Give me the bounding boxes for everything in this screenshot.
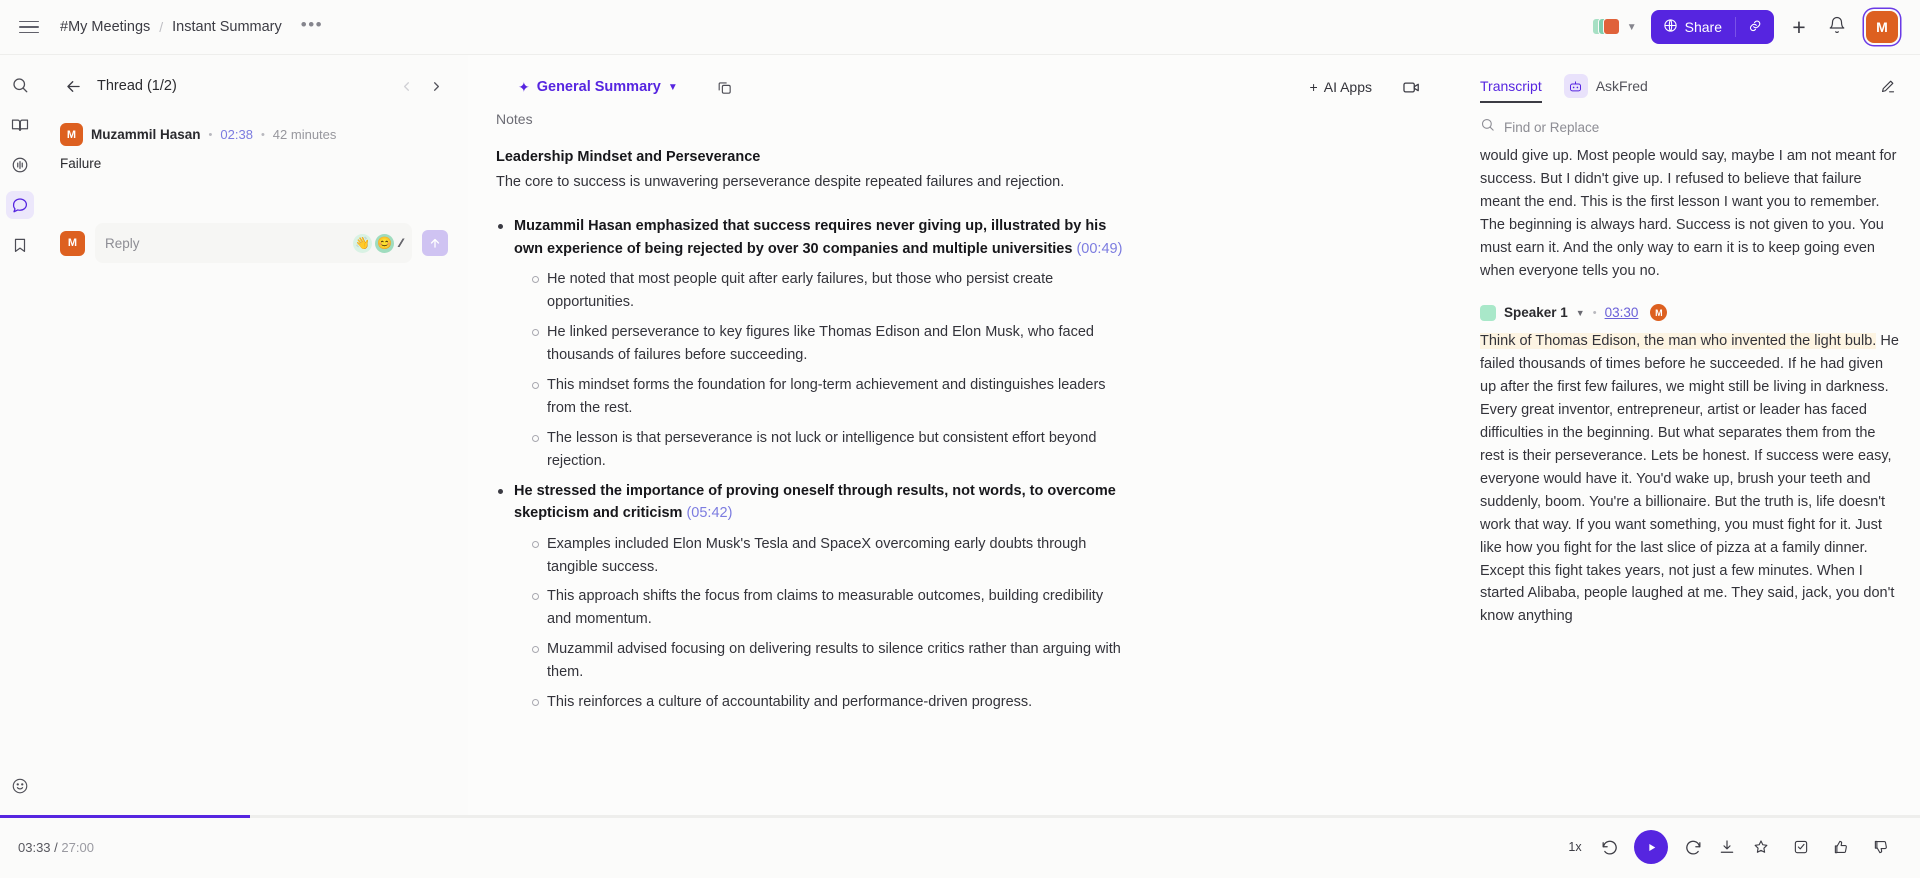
sub-bullet-text: This reinforces a culture of accountability and performance-driven progress.	[547, 694, 1033, 711]
sub-bullet-list	[530, 533, 1424, 714]
book-icon[interactable]	[6, 111, 34, 139]
download-icon[interactable]	[1710, 830, 1744, 864]
globe-icon	[1663, 18, 1678, 36]
player-actions	[1744, 830, 1898, 864]
chevron-down-icon: ▼	[1626, 21, 1637, 33]
list-item	[530, 374, 1424, 420]
emoji-wave-icon[interactable]: 👋	[353, 234, 372, 253]
list-item	[530, 533, 1424, 579]
list-item	[530, 321, 1424, 367]
avatar: M	[60, 123, 83, 146]
user-avatar[interactable]: M	[1866, 11, 1898, 43]
tab-askfred-label: AskFred	[1595, 78, 1648, 94]
sub-bullet-text: Muzammil advised focusing on delivering results to silence critics rather than arguing with them.	[547, 641, 1121, 681]
forward-icon[interactable]	[1676, 830, 1710, 864]
thread-title: Thread (1/2)	[97, 78, 177, 94]
tab-transcript[interactable]	[1480, 63, 1542, 109]
resize-handle-icon[interactable]: ⁄⁄	[399, 236, 402, 250]
thread-header	[60, 63, 448, 109]
transcript-tabs	[1480, 63, 1920, 109]
sub-bullet-text: He noted that most people quit after early failures, but those who persist create opportunities.	[547, 271, 1054, 311]
list-item	[530, 427, 1424, 473]
player-time	[18, 840, 94, 855]
copy-link-button[interactable]	[1736, 10, 1774, 44]
emoji-icon[interactable]	[6, 772, 34, 800]
sub-bullet-text: Examples included Elon Musk's Tesla and SpaceX overcoming early doubts through tangible success.	[547, 535, 1087, 575]
bullet-text	[514, 480, 1124, 525]
participants-avatars[interactable]	[1592, 16, 1637, 38]
link-icon	[1747, 18, 1763, 37]
thread-message	[60, 123, 448, 171]
share-button-main[interactable]	[1651, 10, 1735, 44]
notifications-button[interactable]	[1820, 10, 1854, 44]
transcript-content	[1480, 145, 1920, 816]
time-separator: /	[54, 839, 58, 855]
bullet-timestamp[interactable]: (05:42)	[686, 505, 733, 522]
breadcrumb-page[interactable]: Instant Summary	[172, 19, 282, 35]
share-button[interactable]	[1651, 10, 1774, 44]
task-icon[interactable]	[1784, 830, 1818, 864]
progress-track[interactable]	[0, 815, 1920, 818]
more-options-button[interactable]: •••	[300, 15, 324, 34]
comment-icon[interactable]	[6, 191, 34, 219]
emoji-smile-icon[interactable]: 😊	[375, 234, 394, 253]
message-author: Muzammil Hasan	[91, 127, 201, 142]
avatar-stack	[1592, 16, 1620, 38]
play-icon[interactable]	[1634, 830, 1668, 864]
bullet-main-text: Muzammil Hasan emphasized that success requires never giving up, illustrated by his own experience of being rejected by over 30 companies and multiple universities	[514, 218, 1107, 257]
sub-bullet-text: This mindset forms the foundation for long-term achievement and distinguishes leaders from the rest.	[547, 377, 1106, 416]
audio-waveform-icon[interactable]	[6, 151, 34, 179]
message-timestamp[interactable]: 02:38	[220, 127, 253, 142]
video-camera-icon[interactable]	[1398, 74, 1424, 100]
top-bar	[0, 0, 1920, 55]
message-header	[60, 123, 448, 146]
search-icon	[1480, 117, 1495, 137]
ai-apps-button[interactable]	[1310, 79, 1372, 95]
playback-speed-button[interactable]: 1x	[1568, 840, 1582, 854]
highlighted-text: Think of Thomas Edison, the man who invented the light bulb.	[1480, 333, 1877, 350]
segment-rest-text: He failed thousands of times before he succeeded. If he had given up after the first few failures, we might still be living in darkness. Every great inventor, entrepreneur, artist or leader has faced difficulties in the beginning. But what separates them from the rest is their perseverance. Lets be honest. If success were easy, everyone would have it. You'd wake up, brush your teeth and suddenly, boom. You're a billionaire. But the truth is, life doesn't work that way. If you want something, you must fight for it. Just like how you fight for the last slice of pizza at a family dinner. Except this fight takes years, not just a few minutes. When I started Alibaba, people laughed at me. They said, jack, you don't know anything	[1480, 333, 1899, 625]
reply-input[interactable]	[95, 223, 412, 263]
separator-dot: •	[260, 128, 265, 141]
left-rail	[0, 55, 40, 816]
main-body	[0, 55, 1920, 816]
bell-icon	[1828, 16, 1846, 39]
summary-mode-dropdown[interactable]	[518, 79, 678, 96]
list-item	[530, 691, 1424, 714]
emoji-shortcuts	[353, 234, 394, 253]
share-label: Share	[1684, 19, 1722, 35]
avatar: M	[1650, 304, 1667, 321]
summary-toolbar	[468, 63, 1460, 111]
segment-timestamp[interactable]: 03:30	[1604, 305, 1639, 321]
speaker-name[interactable]: Speaker 1	[1504, 305, 1568, 321]
list-item	[496, 480, 1424, 714]
summary-panel	[468, 55, 1460, 816]
transcript-panel	[1460, 55, 1920, 816]
find-replace-row[interactable]	[1480, 109, 1920, 145]
breadcrumb-separator: /	[159, 19, 164, 35]
transcript-partial-segment: would give up. Most people would say, maybe I am not meant for success. But I didn't give up. I refused to believe that failure meant the end. This is the first lesson I want you to remember. The beginning is always hard. Success is not given to you. You must earn it. And the only way to earn it is to keep going even when everyone tells you no.	[1480, 148, 1897, 279]
notes-content	[468, 111, 1460, 816]
tab-askfred[interactable]	[1564, 63, 1648, 109]
ai-apps-label: AI Apps	[1323, 79, 1372, 95]
list-item	[530, 268, 1424, 314]
thread-panel	[40, 55, 468, 816]
section-title: Leadership Mindset and Perseverance	[496, 149, 761, 165]
breadcrumb	[60, 16, 323, 38]
rewind-icon[interactable]	[1592, 830, 1626, 864]
plus-icon: +	[1309, 79, 1318, 95]
sparkle-icon: ✦	[518, 78, 530, 95]
avatar: M	[60, 231, 85, 256]
search-icon[interactable]	[6, 71, 34, 99]
find-input-placeholder: Find or Replace	[1504, 119, 1600, 135]
list-item	[530, 638, 1424, 684]
edit-transcript-icon[interactable]	[1874, 73, 1900, 99]
list-item	[496, 215, 1424, 472]
progress-fill	[0, 815, 250, 818]
send-button[interactable]	[422, 230, 448, 256]
thumbs-up-icon[interactable]	[1824, 830, 1858, 864]
list-item	[530, 585, 1424, 631]
reply-placeholder: Reply	[105, 235, 140, 251]
current-time: 03:33	[18, 839, 51, 855]
chevron-down-icon[interactable]: ▼	[1575, 307, 1585, 318]
transcript-speaker-header	[1480, 304, 1900, 321]
thread-navigation	[394, 74, 448, 98]
bullet-timestamp[interactable]: (00:49)	[1076, 240, 1123, 257]
transcript-segment-text	[1480, 330, 1900, 628]
reply-row	[60, 223, 448, 263]
bookmark-icon[interactable]	[6, 231, 34, 259]
total-time: 27:00	[61, 839, 94, 855]
previous-thread-icon[interactable]	[394, 74, 418, 98]
bullet-text	[514, 215, 1124, 260]
separator-dot: •	[208, 128, 213, 141]
tab-transcript-label: Transcript	[1480, 78, 1542, 94]
copy-icon[interactable]	[712, 74, 738, 100]
notes-label: Notes	[496, 111, 533, 127]
chevron-down-icon: ▼	[667, 81, 678, 93]
back-arrow-icon[interactable]	[60, 73, 86, 99]
menu-icon[interactable]	[16, 14, 42, 40]
player-bar	[0, 816, 1920, 878]
sub-bullet-text: This approach shifts the focus from claims to measurable outcomes, building credibility and momentum.	[547, 588, 1104, 628]
message-body: Failure	[60, 156, 102, 171]
thumbs-down-icon[interactable]	[1864, 830, 1898, 864]
star-icon[interactable]	[1744, 830, 1778, 864]
message-age: 42 minutes	[272, 127, 337, 142]
speaker-color-swatch	[1480, 305, 1496, 321]
sub-bullet-text: He linked perseverance to key figures like Thomas Edison and Elon Musk, who faced thousands of failures before succeeding.	[547, 324, 1094, 364]
summary-mode-label: General Summary	[536, 79, 661, 95]
sub-bullet-list	[530, 268, 1424, 472]
robot-icon	[1564, 74, 1588, 98]
next-thread-icon[interactable]	[424, 74, 448, 98]
separator-dot: •	[1592, 306, 1597, 319]
breadcrumb-workspace[interactable]: #My Meetings	[60, 19, 151, 35]
sub-bullet-text: The lesson is that perseverance is not luck or intelligence but consistent effort beyond rejection.	[547, 429, 1097, 469]
section-paragraph: The core to success is unwavering perseverance despite repeated failures and rejection.	[496, 174, 1065, 190]
add-button[interactable]: +	[1792, 13, 1806, 40]
bullet-main-text: He stressed the importance of proving oneself through results, not words, to overcome skepticism and criticism	[514, 482, 1116, 522]
notes-bullet-list	[496, 215, 1424, 713]
